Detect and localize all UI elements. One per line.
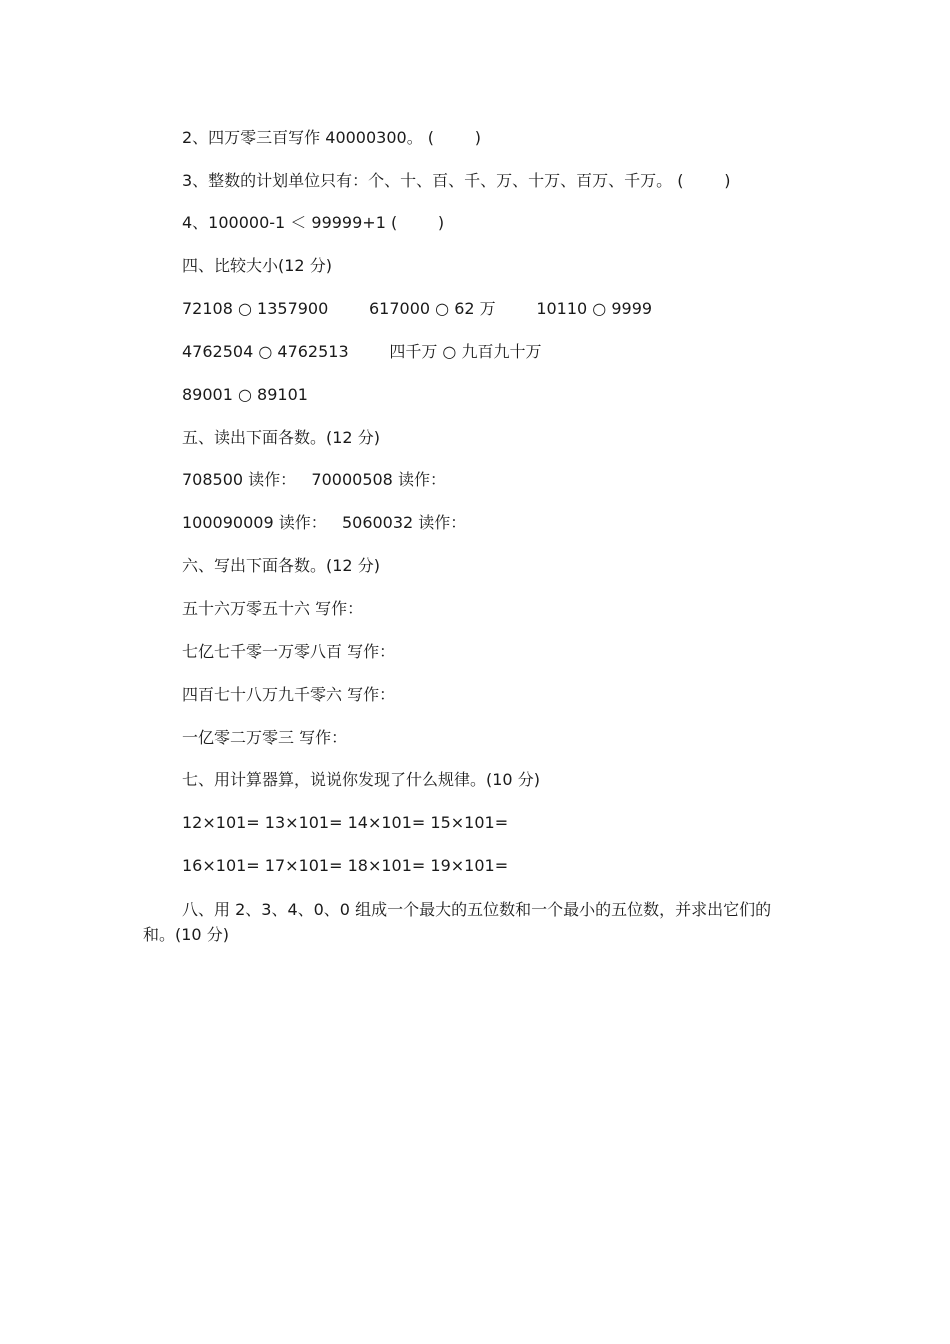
compare-row-3: 89001 ○ 89101 <box>182 385 308 404</box>
write-item-4: 一亿零二万零三 写作： <box>182 728 348 747</box>
section-compose-question: 八、用 2、3、4、0、0 组成一个最大的五位数和一个最小的五位数，并求出它们的和。(10 分) <box>143 900 772 944</box>
calc-row-1: 12×101= 13×101= 14×101= 15×101= <box>182 813 509 832</box>
judge-question-2: 2、四万零三百写作 40000300。 ( ) <box>182 128 481 147</box>
judge-question-4: 4、100000-1 ＜ 99999+1 ( ) <box>182 213 445 232</box>
read-row-2: 100090009 读作： 5060032 读作： <box>182 513 467 532</box>
compare-row-1: 72108 ○ 1357900 617000 ○ 62 万 10110 ○ 9999 <box>182 299 653 318</box>
section-heading-write: 六、写出下面各数。(12 分) <box>182 556 380 575</box>
calc-row-2: 16×101= 17×101= 18×101= 19×101= <box>182 856 509 875</box>
write-item-3: 四百七十八万九千零六 写作： <box>182 685 396 704</box>
write-item-2: 七亿七千零一万零八百 写作： <box>182 642 396 661</box>
section-heading-read: 五、读出下面各数。(12 分) <box>182 428 380 447</box>
section-heading-compare: 四、比较大小(12 分) <box>182 256 332 275</box>
write-item-1: 五十六万零五十六 写作： <box>182 599 364 618</box>
section-heading-calculator: 七、用计算器算，说说你发现了什么规律。(10 分) <box>182 770 540 789</box>
read-row-1: 708500 读作： 70000508 读作： <box>182 470 446 489</box>
judge-question-3: 3、整数的计划单位只有：个、十、百、千、万、十万、百万、千万。 ( ) <box>182 171 731 190</box>
compare-row-2: 4762504 ○ 4762513 四千万 ○ 九百九十万 <box>182 342 542 361</box>
